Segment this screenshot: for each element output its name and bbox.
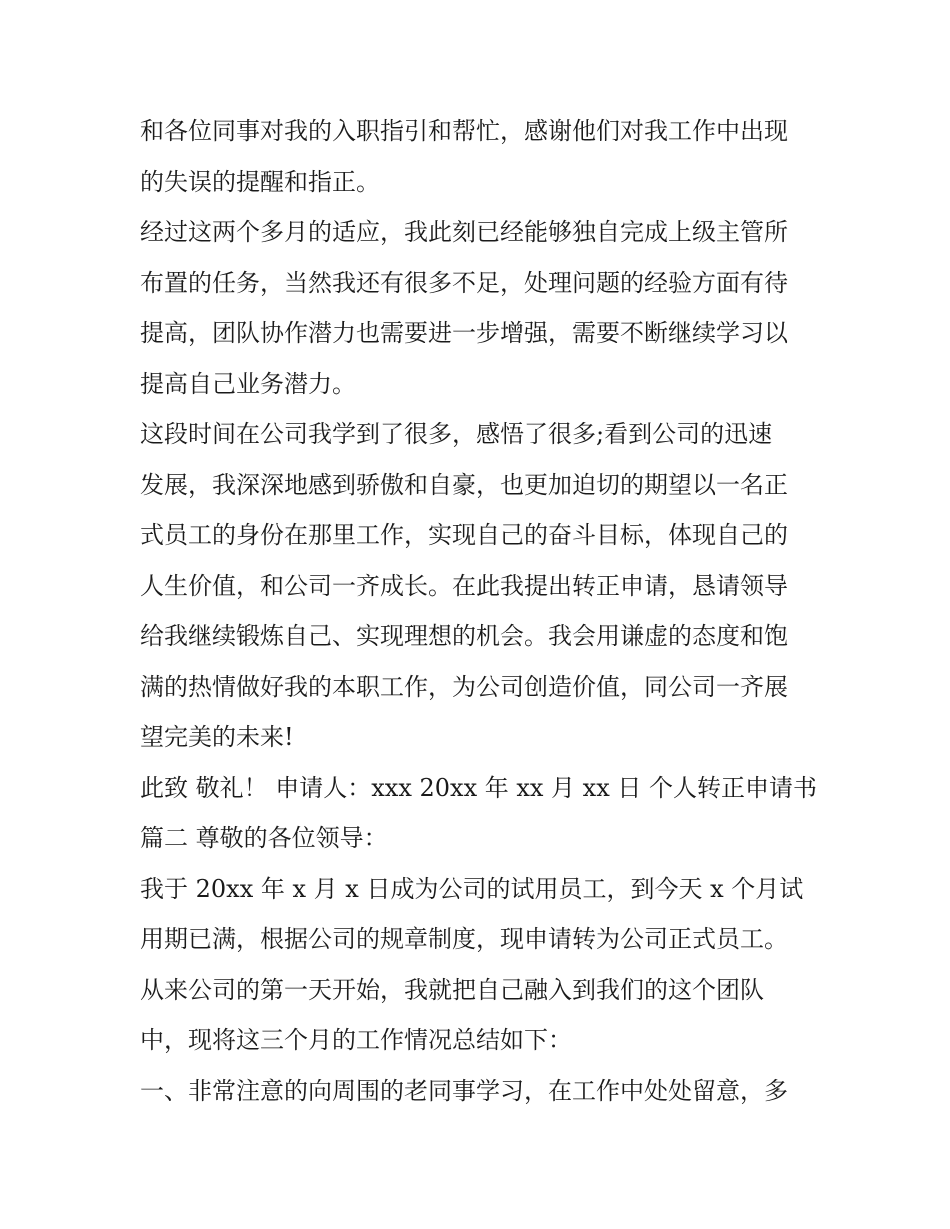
- text-line: 一、非常注意的向周围的老同事学习，在工作中处处留意，多: [140, 1076, 788, 1105]
- text-line: 提高，团队协作潜力也需要进一步增强，需要不断继续学习以: [140, 319, 788, 347]
- text-line: 用期已满，根据公司的规章制度，现申请转为公司正式员工。: [140, 925, 788, 953]
- text-line: 篇二 尊敬的各位领导：: [140, 824, 388, 852]
- text-line: 人生价值，和公司一齐成长。在此我提出转正申请，恳请领导: [140, 571, 788, 600]
- text-line: 此致 敬礼！ 申请人：xxx 20xx 年 xx 月 xx 日 个人转正申请书: [140, 773, 818, 802]
- text-line: 给我继续锻炼自己、实现理想的机会。我会用谦虚的态度和饱: [140, 622, 788, 650]
- text-line: 从来公司的第一天开始，我就把自己融入到我们的这个团队: [140, 975, 764, 1004]
- text-line: 发展，我深深地感到骄傲和自豪，也更加迫切的期望以一名正: [140, 470, 788, 499]
- text-line: 这段时间在公司我学到了很多，感悟了很多;看到公司的迅速: [140, 420, 773, 448]
- text-line: 提高自己业务潜力。: [140, 369, 356, 398]
- text-line: 式员工的身份在那里工作，实现自己的奋斗目标，体现自己的: [140, 521, 788, 549]
- text-line: 的失误的提醒和指正。: [140, 167, 380, 196]
- text-line: 经过这两个多月的适应，我此刻已经能够独自完成上级主管所: [140, 218, 788, 246]
- text-line: 布置的任务，当然我还有很多不足，处理问题的经验方面有待: [140, 268, 788, 297]
- text-line: 望完美的未来!: [140, 723, 294, 751]
- document-body: [140, 106, 820, 1116]
- text-line: 和各位同事对我的入职指引和帮忙，感谢他们对我工作中出现: [140, 117, 788, 145]
- text-line: 满的热情做好我的本职工作，为公司创造价值，同公司一齐展: [140, 672, 788, 701]
- text-line: 中，现将这三个月的工作情况总结如下：: [140, 1026, 572, 1054]
- text-line: 我于 20xx 年 x 月 x 日成为公司的试用员工，到今天 x 个月试: [140, 874, 804, 903]
